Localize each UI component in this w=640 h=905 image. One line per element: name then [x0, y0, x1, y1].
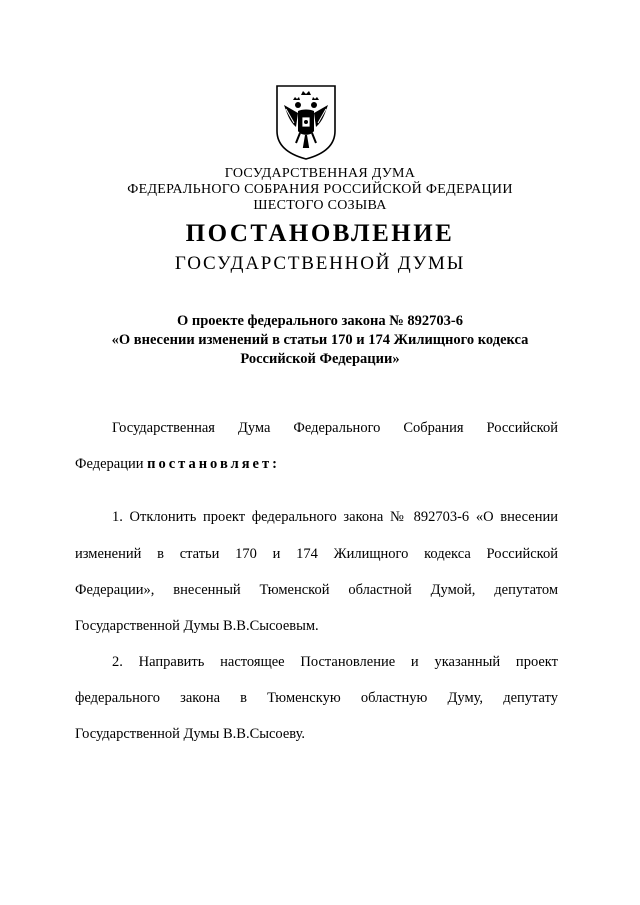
point-2-line-2: федерального закона в Тюменскую областную Думу, депутату — [75, 690, 558, 706]
point-1-line-2: изменений в статьи 170 и 174 Жилищного кодекса Российской — [75, 546, 558, 562]
document-title: ПОСТАНОВЛЕНИЕ — [185, 220, 455, 247]
issuer-line-2: ФЕДЕРАЛЬНОГО СОБРАНИЯ РОССИЙСКОЙ ФЕДЕРАЦИИ — [127, 182, 513, 197]
point-2-line-1: 2. Направить настоящее Постановление и указанный проект — [112, 654, 558, 670]
issuer-line-3: ШЕСТОГО СОЗЫВА — [253, 198, 387, 213]
point-2-line-3: Государственной Думы В.В.Сысоеву. — [75, 726, 306, 742]
coat-of-arms-icon — [274, 83, 338, 161]
document-subtitle: ГОСУДАРСТВЕННОЙ ДУМЫ — [174, 253, 466, 274]
subject-line-1: О проекте федерального закона № 892703-6 — [176, 313, 464, 329]
issuer-line-1: ГОСУДАРСТВЕННАЯ ДУМА — [224, 166, 416, 181]
resolves-word: постановляет: — [147, 456, 280, 472]
point-1-line-4: Государственной Думы В.В.Сысоевым. — [75, 618, 319, 634]
subject-line-3: Российской Федерации» — [240, 351, 400, 367]
subject-line-2: «О внесении изменений в статьи 170 и 174 Жилищного кодекса — [111, 332, 529, 348]
preamble-line-2 — [75, 455, 280, 473]
preamble-text: Федерации — [75, 456, 148, 472]
point-1-line-1: 1. Отклонить проект федерального закона № 892703-6 «О внесении — [112, 509, 558, 525]
point-1-line-3: Федерации», внесенный Тюменской областной Думой, депутатом — [75, 582, 558, 598]
preamble-line-1: Государственная Дума Федерального Собрания Российской — [112, 420, 558, 436]
